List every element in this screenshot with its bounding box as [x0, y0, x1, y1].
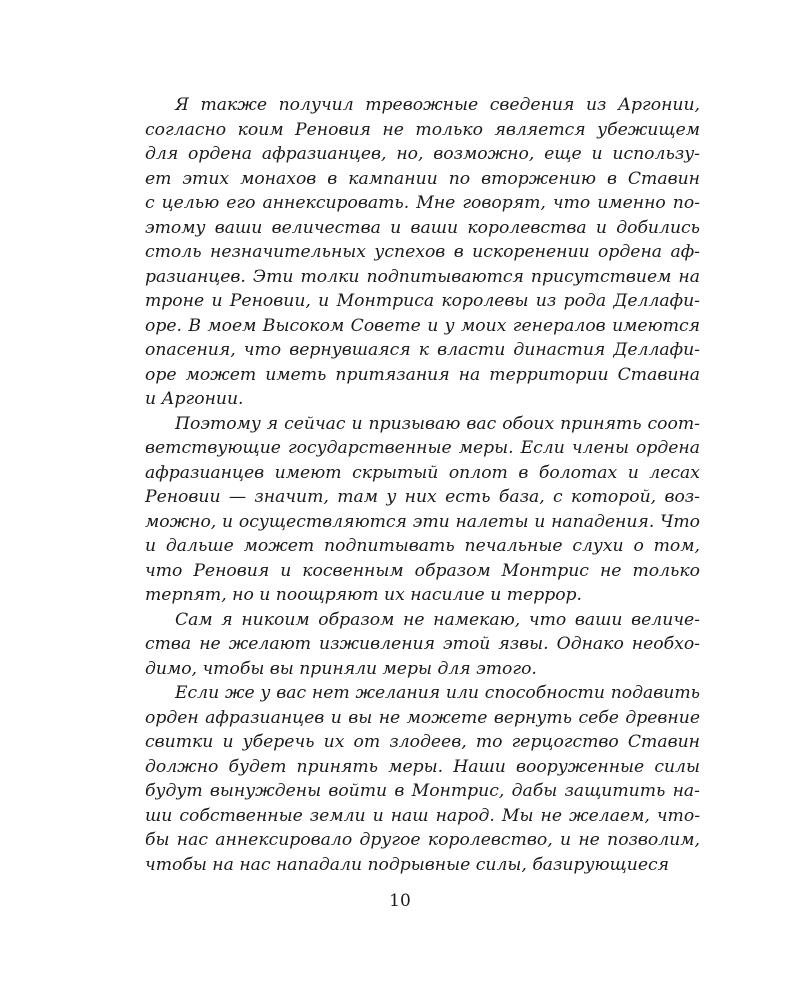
text-line: ши собственные земли и наш народ. Мы не желаем, что- — [145, 805, 700, 826]
paragraph — [145, 608, 700, 682]
text-line: терпят, но и поощряют их насилие и террор. — [145, 585, 583, 605]
text-line: опасения, что вернувшаяся к власти династия Деллафи- — [145, 340, 700, 360]
page-number: 10 — [389, 891, 411, 911]
text-line: свитки и уберечь их от злодеев, то герцогство Ставин — [145, 732, 700, 752]
paragraph — [145, 681, 700, 877]
text-line: Я также получил тревожные сведения из Аргонии, — [175, 95, 700, 115]
paragraph — [145, 93, 700, 412]
text-line: должно будет принять меры. Наши вооруженные силы — [145, 756, 700, 777]
text-line: для ордена афразианцев, но, возможно, еще и использу- — [145, 144, 700, 164]
text-line: оре. В моем Высоком Совете и у моих генералов имеются — [145, 315, 700, 336]
text-line: орден афразианцев и вы не можете вернуть себе древние — [145, 707, 700, 728]
text-line: и дальше может подпитывать печальные слухи о том, — [145, 536, 700, 556]
text-line: с целью его аннексировать. Мне говорят, что именно по- — [145, 193, 700, 213]
text-line: Если же у вас нет желания или способности подавить — [175, 683, 700, 703]
text-line: что Реновия и косвенным образом Монтрис не только — [145, 560, 700, 581]
paragraph — [145, 412, 700, 608]
text-line: столь незначительных успехов в искоренении ордена аф- — [145, 242, 700, 262]
text-line: этому ваши величества и ваши королевства и добились — [145, 217, 700, 238]
text-line: Реновии — значит, там у них есть база, с которой, воз- — [145, 487, 700, 507]
text-line: будут вынуждены войти в Монтрис, дабы защитить на- — [145, 781, 700, 801]
text-line: ветствующие государственные меры. Если члены ордена — [145, 438, 700, 458]
text-line: димо, чтобы вы приняли меры для этого. — [145, 658, 537, 679]
text-line: афразианцев имеют скрытый оплот в болотах и лесах — [145, 462, 700, 483]
text-line: согласно коим Реновия не только является убежищем — [145, 119, 700, 140]
text-line: троне и Реновии, и Монтриса королевы из рода Деллафи- — [145, 291, 700, 311]
text-line: и Аргонии. — [145, 389, 244, 409]
text-line: Сам я никоим образом не намекаю, что ваши величе- — [175, 609, 700, 630]
body-text — [145, 93, 700, 877]
text-line: разианцев. Эти толки подпитываются присутствием на — [145, 266, 700, 287]
text-line: чтобы на нас нападали подрывные силы, базирующиеся — [145, 854, 670, 875]
text-line: ства не желают изживления этой язвы. Однако необхо- — [145, 634, 700, 654]
text-line: ет этих монахов в кампании по вторжению в Ставин — [145, 168, 700, 189]
text-line: оре может иметь притязания на территории Ставина — [145, 364, 700, 385]
text-line: Поэтому я сейчас и призываю вас обоих принять соот- — [175, 413, 700, 434]
text-line: бы нас аннексировало другое королевство, и не позволим, — [145, 830, 700, 850]
text-line: можно, и осуществляются эти налеты и нападения. Что — [145, 511, 700, 532]
